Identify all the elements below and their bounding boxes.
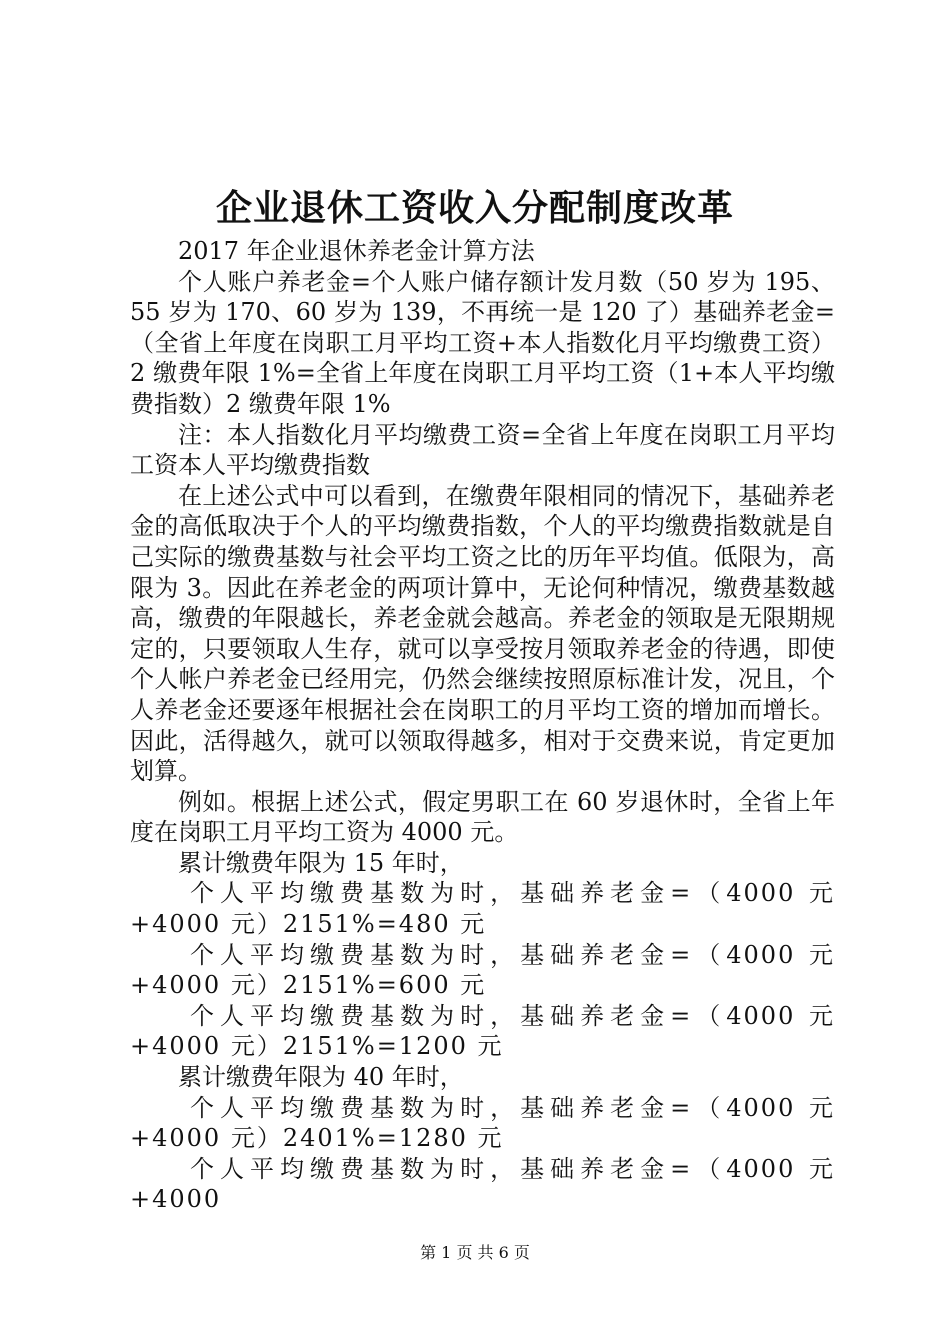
calc-line: 个人平均缴费基数为时，基础养老金=（4000 元+4000 元）2401%=1280 元	[130, 1093, 835, 1153]
paragraph-formula: 个人账户养老金=个人账户储存额计发月数（50 岁为 195、55 岁为 170、60 岁为 139，不再统一是 120 了）基础养老金=（全省上年度在岗职工月平均工资+本人指数化月平均缴费工资）2 缴费年限 1%=全省上年度在岗职工月平均工资（1+本人平均缴费指数）2 缴费年限 1%	[130, 267, 835, 418]
paragraph-note: 注：本人指数化月平均缴费工资=全省上年度在岗职工月平均工资本人平均缴费指数	[130, 420, 835, 480]
document-title: 企业退休工资收入分配制度改革	[215, 187, 734, 229]
calc-line: 个人平均缴费基数为时，基础养老金=（4000 元+4000 元）2151%=600 元	[130, 940, 835, 1000]
document-body	[130, 236, 835, 1215]
paragraph-40-years: 累计缴费年限为 40 年时，	[178, 1063, 464, 1092]
paragraph-15-years: 累计缴费年限为 15 年时，	[178, 848, 464, 877]
paragraph-explanation: 在上述公式中可以看到，在缴费年限相同的情况下，基础养老金的高低取决于个人的平均缴费指数，个人的平均缴费指数就是自己实际的缴费基数与社会平均工资之比的历年平均值。低限为，高限为 3。因此在养老金的两项计算中，无论何种情况，缴费基数越高，缴费的年限越长，养老金就会越高。养老金的领取是无限期规定的，只要领取人生存，就可以享受按月领取养老金的待遇，即使个人帐户养老金已经用完，仍然会继续按照原标准计发，况且，个人养老金还要逐年根据社会在岗职工的月平均工资的增加而增长。因此，活得越久，就可以领取得越多，相对于交费来说，肯定更加划算。	[130, 481, 835, 786]
paragraph-example: 例如。根据上述公式，假定男职工在 60 岁退休时，全省上年度在岗职工月平均工资为 4000 元。	[130, 787, 835, 847]
calc-line: 个人平均缴费基数为时，基础养老金=（4000 元+4000	[130, 1154, 835, 1214]
paragraph-heading: 2017 年企业退休养老金计算方法	[178, 237, 535, 265]
calc-line: 个人平均缴费基数为时，基础养老金=（4000 元+4000 元）2151%=480 元	[130, 879, 835, 939]
page-footer: 第 1 页 共 6 页	[420, 1243, 530, 1262]
calc-line: 个人平均缴费基数为时，基础养老金=（4000 元+4000 元）2151%=1200 元	[130, 1001, 835, 1061]
